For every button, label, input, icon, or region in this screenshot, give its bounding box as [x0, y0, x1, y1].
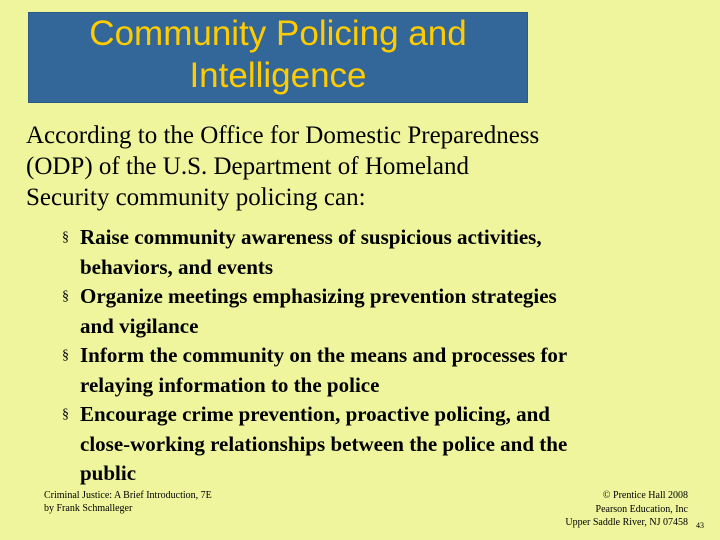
bullet-item: [62, 223, 712, 282]
bullet-line: Inform the community on the means and processes for: [80, 343, 568, 367]
footer-copyright: [565, 489, 688, 530]
bullet-line: behaviors, and events: [80, 254, 274, 279]
section-sign-bullet-icon: §: [62, 230, 69, 245]
section-sign-bullet-icon: §: [62, 289, 69, 304]
bullet-line: public: [80, 461, 137, 485]
intro-line: (ODP) of the U.S. Department of Homeland: [26, 153, 469, 180]
bullet-line: Organize meetings emphasizing prevention strategies: [80, 284, 557, 308]
footer-book-title: Criminal Justice: A Brief Introduction, 7E: [44, 490, 212, 501]
slide-title-line-2: Intelligence: [189, 56, 367, 95]
bullet-item: [62, 341, 712, 400]
intro-line: According to the Office for Domestic Preparedness: [26, 122, 540, 149]
title-box: [28, 12, 528, 103]
footer-author: by Frank Schmalleger: [44, 503, 133, 514]
bullet-list: [62, 223, 712, 489]
bullet-line: relaying information to the police: [80, 372, 380, 397]
intro-line: Security community policing can:: [26, 184, 366, 211]
page-number: 43: [696, 521, 704, 530]
bullet-line: Encourage crime prevention, proactive policing, and: [80, 402, 550, 426]
bullet-line: Raise community awareness of suspicious activities,: [80, 225, 542, 249]
footer-publisher: Pearson Education, Inc: [595, 503, 688, 515]
footer-address: Upper Saddle River, NJ 07458: [565, 517, 688, 528]
footer-copyright-line: © Prentice Hall 2008: [602, 490, 688, 501]
section-sign-bullet-icon: §: [62, 348, 69, 363]
slide-title-line-1: Community Policing and: [89, 14, 467, 53]
intro-text: [26, 120, 706, 213]
bullet-item: [62, 400, 712, 489]
footer-book-credit: [44, 489, 212, 515]
bullet-item: [62, 282, 712, 341]
bullet-line: close-working relationships between the police and the: [80, 431, 568, 456]
section-sign-bullet-icon: §: [62, 407, 69, 422]
bullet-line: and vigilance: [80, 313, 199, 338]
